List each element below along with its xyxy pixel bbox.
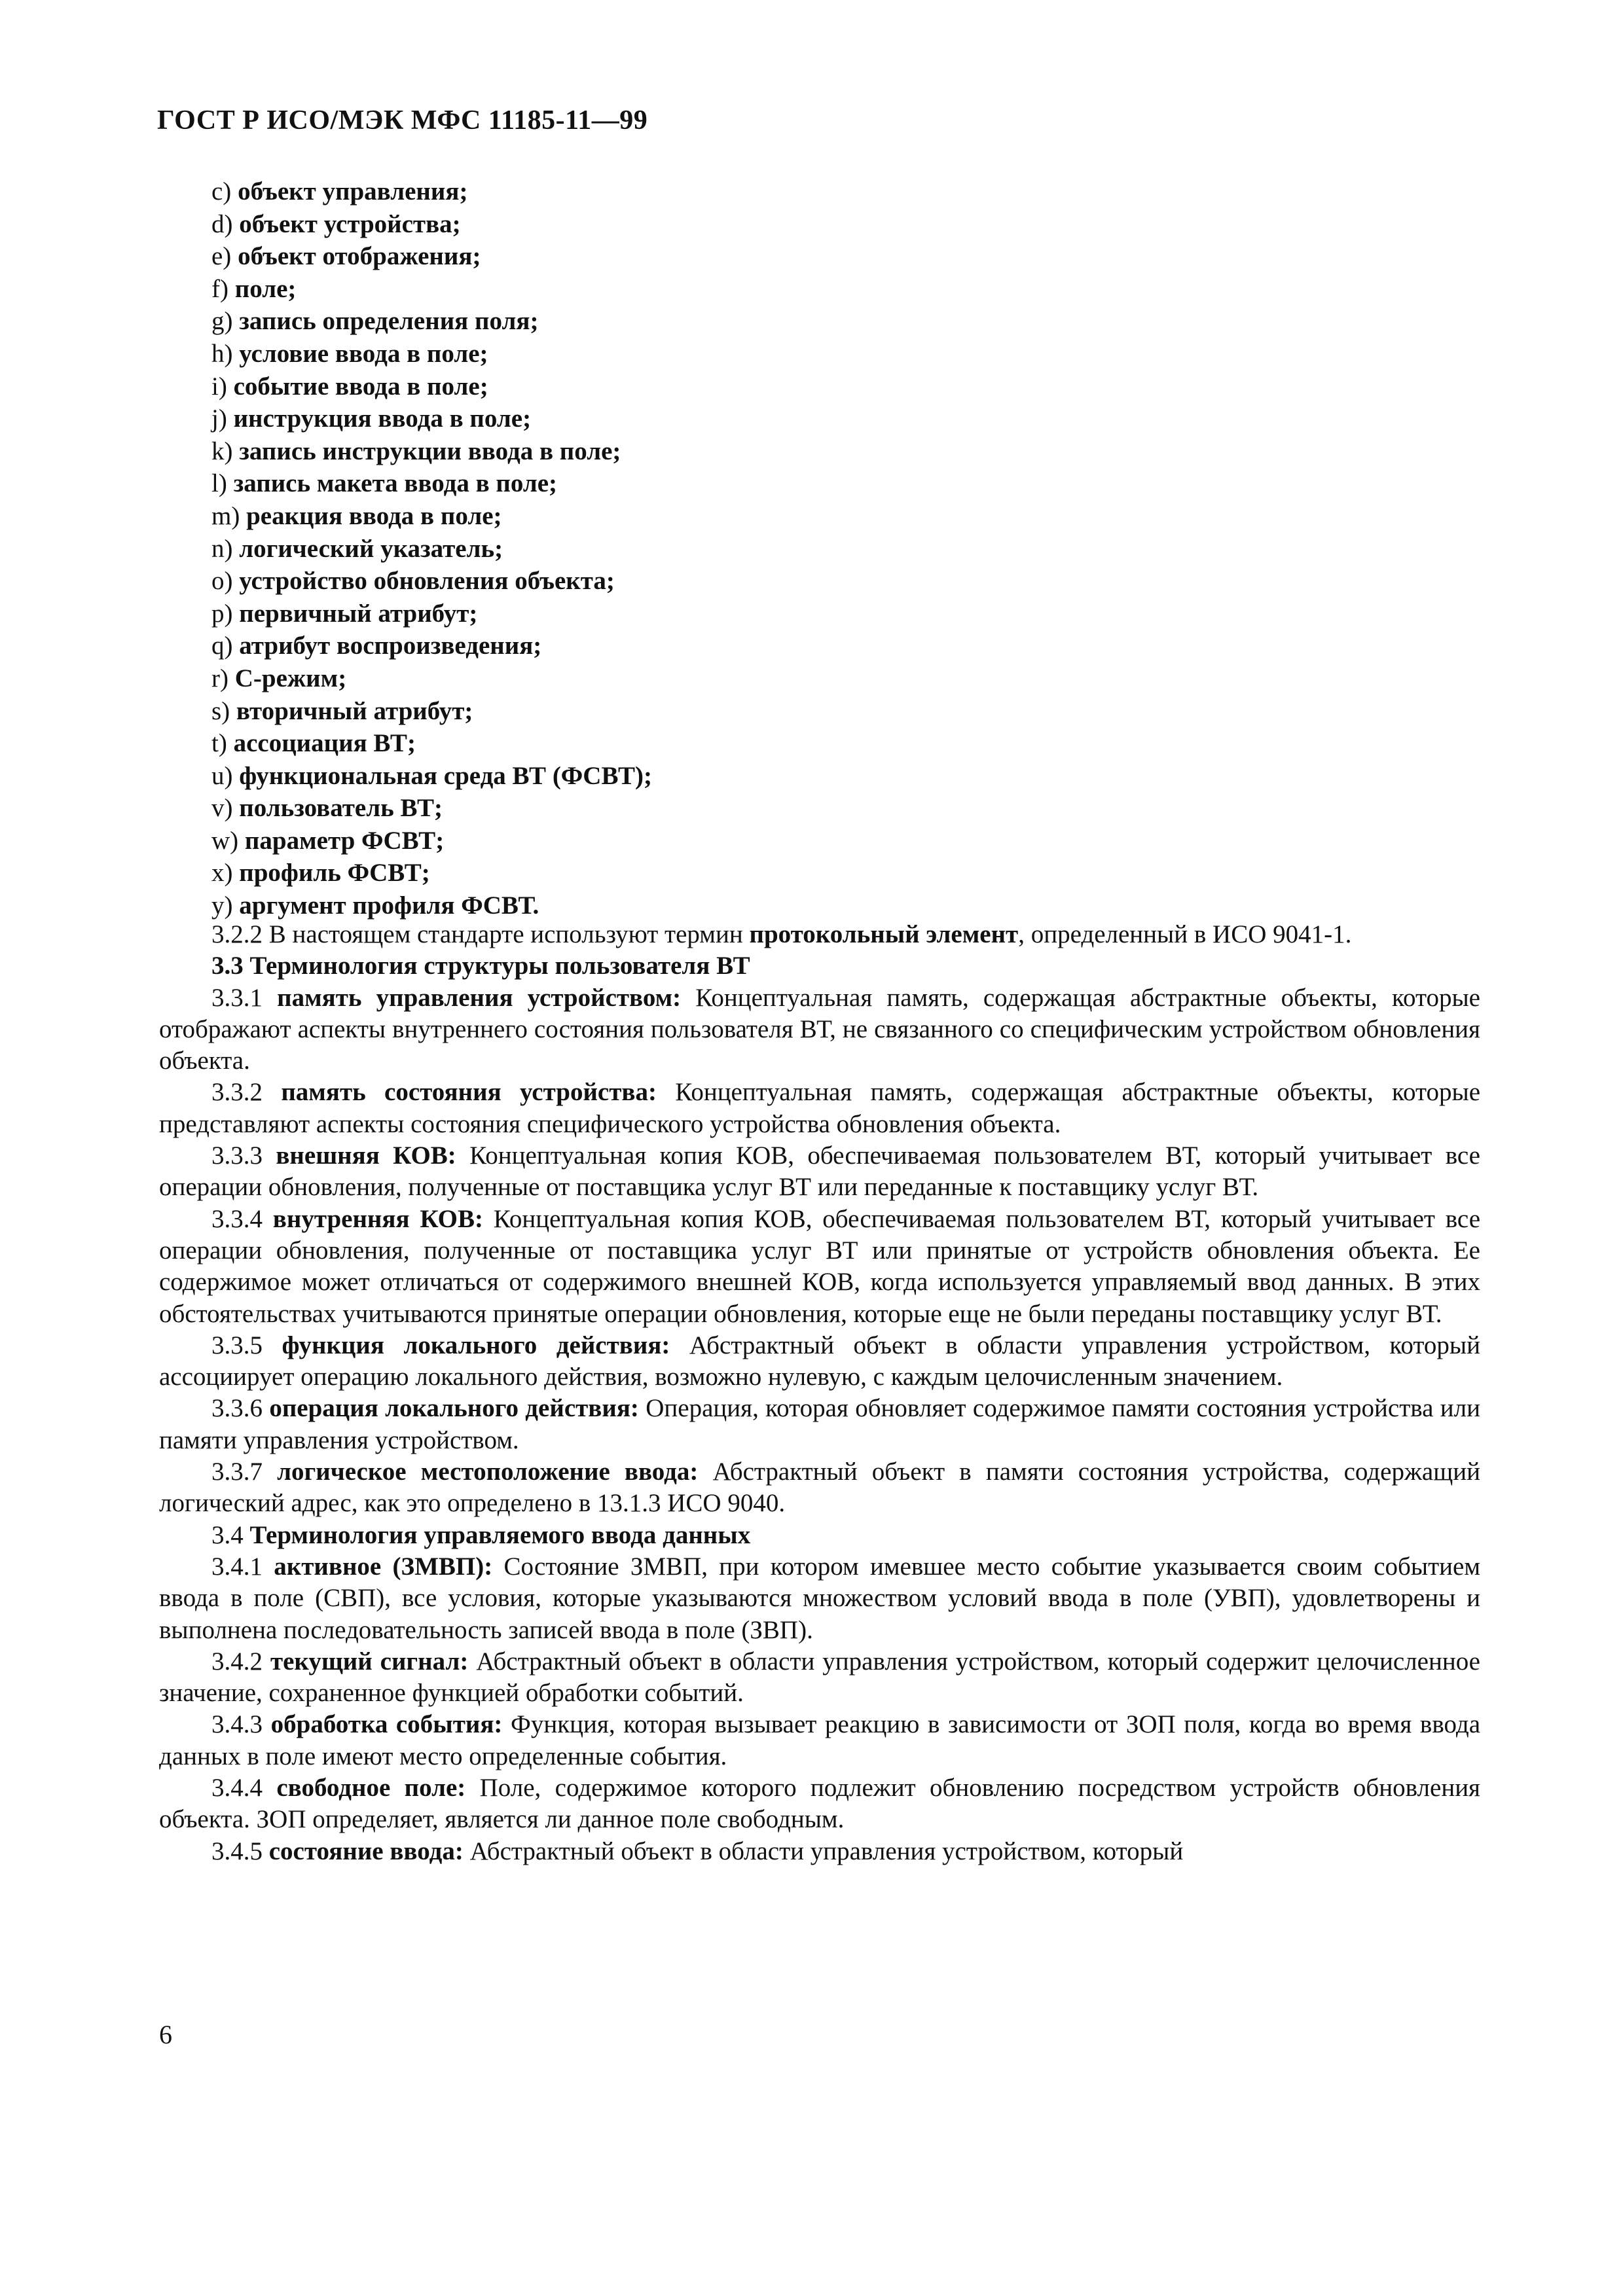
list-item-term: аргумент профиля ФСВТ.	[239, 891, 539, 920]
list-item-marker: l)	[211, 469, 227, 498]
list-item	[211, 175, 1521, 208]
list-item-term: устройство обновления объекта;	[239, 567, 615, 596]
definition-text: Абстрактный объект в памяти состояния устройства, содержащий логический адрес, как это определено в 13.1.3 ИСО 9040.	[159, 1458, 1480, 1518]
list-item-marker: w)	[211, 826, 239, 855]
clause-number: 3.4.2	[211, 1647, 263, 1676]
defined-term: состояние ввода:	[268, 1837, 464, 1865]
clause-number: 3.3.1	[211, 983, 263, 1012]
defined-term: протокольный элемент	[749, 920, 1019, 948]
page-number: 6	[159, 2020, 172, 2049]
list-item-term: реакция ввода в поле;	[246, 501, 502, 530]
defined-term: активное (ЗМВП):	[274, 1552, 493, 1581]
list-item	[211, 857, 1521, 889]
definition-paragraph	[159, 1836, 1480, 1867]
list-item	[211, 630, 1521, 662]
clause-number: 3.3.7	[211, 1458, 263, 1486]
definition-text: Концептуальная копия КОВ, обеспечиваемая пользователем ВТ, который учитывает все операции обновления, полученные от поставщика услуг ВТ или принятые от устройств обновления объекта. Ее содержимое может отличаться от содержимого внешней КОВ, когда используется управляемый ввод данных. В этих обстоятельствах учитываются принятые операции обновления, которые еще не были переданы поставщику услуг ВТ.	[159, 1204, 1481, 1328]
definition-paragraph	[159, 1646, 1480, 1710]
list-item-term: запись определения поля;	[239, 307, 539, 336]
document-header: ГОСТ Р ИСО/МЭК МФС 11185-11—99	[157, 105, 648, 135]
definition-paragraph	[159, 1204, 1480, 1330]
list-item-marker: h)	[211, 339, 233, 368]
definition-text: Функция, которая вызывает реакцию в зависимости от ЗОП поля, когда во время ввода данных в поле имеют место определенные события.	[159, 1710, 1481, 1770]
definition-paragraph	[159, 1077, 1480, 1140]
definition-paragraph	[159, 1140, 1480, 1204]
list-item-term: атрибут воспроизведения;	[239, 632, 542, 660]
definition-text: Концептуальная копия КОВ, обеспечиваемая пользователем ВТ, который учитывает все операции обновления, полученные от поставщика услуг ВТ или переданные к поставщику услуг ВТ.	[159, 1141, 1480, 1202]
list-item-marker: d)	[211, 209, 233, 238]
list-item-marker: t)	[211, 729, 227, 758]
definition-paragraph	[159, 1709, 1480, 1772]
list-item	[211, 533, 1521, 565]
clause-number: 3.4.4	[211, 1774, 263, 1803]
list-item	[211, 240, 1521, 273]
clause-number: 3.4.3	[211, 1710, 263, 1739]
section-heading	[159, 1520, 1480, 1551]
list-item	[211, 565, 1521, 598]
list-item-term: поле;	[234, 274, 297, 303]
list-item	[211, 435, 1521, 468]
list-item	[211, 695, 1521, 728]
definition-text: , определенный в ИСО 9041-1.	[1018, 920, 1352, 948]
list-item	[211, 760, 1521, 793]
list-item-term: условие ввода в поле;	[239, 339, 488, 368]
list-item-term: объект устройства;	[239, 209, 461, 238]
defined-term: логическое местоположение ввода:	[277, 1458, 699, 1486]
list-item-marker: n)	[211, 534, 233, 563]
list-item-marker: r)	[211, 664, 228, 692]
list-item-term: запись инструкции ввода в поле;	[239, 437, 621, 465]
definition-text: Операция, которая обновляет содержимое памяти состояния устройства или памяти управления устройством.	[159, 1394, 1480, 1454]
definition-text: Поле, содержимое которого подлежит обновлению посредством устройств обновления объекта. ЗОП определяет, является ли данное поле свободным.	[159, 1774, 1481, 1834]
list-item	[211, 403, 1521, 435]
definition-paragraph	[159, 919, 1480, 950]
section-heading-text: 3.3 Терминология структуры пользователя ВТ	[211, 952, 750, 980]
defined-term: свободное поле:	[276, 1774, 466, 1803]
list-item-marker: p)	[211, 599, 233, 628]
list-item-term: объект управления;	[238, 177, 468, 206]
paragraph-lead-text: В настоящем стандарте используют термин	[268, 920, 750, 948]
definition-text: Концептуальная память, содержащая абстрактные объекты, которые отображают аспекты внутреннего состояния пользователя ВТ, не связанного со специфическим устройством обновления объекта.	[159, 983, 1480, 1075]
clause-number: 3.4.1	[211, 1552, 263, 1581]
list-item-marker: q)	[211, 632, 233, 660]
section-heading	[159, 950, 1480, 982]
list-item	[211, 825, 1521, 857]
list-item-term: С-режим;	[234, 664, 347, 692]
definition-paragraph	[159, 1330, 1480, 1393]
list-item	[211, 889, 1521, 922]
definition-paragraph	[159, 1393, 1480, 1456]
list-item	[211, 467, 1521, 500]
list-item-marker: g)	[211, 307, 233, 336]
list-item-term: первичный атрибут;	[239, 599, 478, 628]
list-item-term: параметр ФСВТ;	[244, 826, 445, 855]
list-item-term: вторичный атрибут;	[236, 696, 473, 725]
list-item-term: запись макета ввода в поле;	[233, 469, 558, 498]
list-item	[211, 727, 1521, 760]
list-item-marker: s)	[211, 696, 230, 725]
list-item	[211, 662, 1521, 695]
defined-term: операция локального действия:	[269, 1394, 639, 1423]
list-item-marker: x)	[211, 859, 233, 888]
list-item-term: объект отображения;	[238, 242, 481, 271]
definition-text: Абстрактный объект в области управления устройством, который ассоциирует операцию локального действия, возможно нулевую, с каждым целочисленным значением.	[159, 1331, 1480, 1391]
clause-number: 3.3.5	[211, 1331, 263, 1359]
list-item-marker: e)	[211, 242, 232, 271]
defined-term: внутренняя КОВ:	[272, 1204, 484, 1233]
defined-term: функция локального действия:	[282, 1331, 670, 1359]
clause-number: 3.3.2	[211, 1078, 263, 1107]
list-item-marker: o)	[211, 567, 233, 596]
clause-number: 3.3.4	[211, 1204, 263, 1233]
defined-term: память состояния устройства:	[281, 1078, 657, 1107]
list-item-term: функциональная среда ВТ (ФСВТ);	[239, 761, 652, 790]
term-list	[211, 175, 1521, 922]
list-item-marker: y)	[211, 891, 233, 920]
list-item-marker: i)	[211, 372, 227, 401]
clause-number: 3.4.5	[211, 1837, 263, 1865]
list-item-term: логический указатель;	[239, 534, 503, 563]
list-item-marker: v)	[211, 794, 233, 823]
list-item-marker: m)	[211, 501, 240, 530]
clause-number: 3.3.3	[211, 1141, 263, 1170]
list-item-term: ассоциация ВТ;	[233, 729, 416, 758]
document-body	[159, 919, 1480, 1867]
defined-term: обработка события:	[270, 1710, 503, 1739]
definition-paragraph	[159, 1456, 1480, 1520]
list-item	[211, 370, 1521, 403]
list-item-marker: c)	[211, 177, 232, 206]
list-item-marker: u)	[211, 761, 233, 790]
list-item-term: инструкция ввода в поле;	[233, 404, 532, 433]
list-item	[211, 500, 1521, 533]
clause-number: 3.2.2	[211, 920, 263, 948]
list-item	[211, 338, 1521, 370]
defined-term: текущий сигнал:	[270, 1647, 469, 1676]
list-item	[211, 792, 1521, 825]
list-item	[211, 305, 1521, 338]
clause-number: 3.4	[211, 1520, 244, 1549]
list-item-term: профиль ФСВТ;	[239, 859, 430, 888]
list-item-term: событие ввода в поле;	[233, 372, 488, 401]
list-item	[211, 598, 1521, 630]
list-item-marker: f)	[211, 274, 228, 303]
defined-term: память управления устройством:	[277, 983, 682, 1012]
definition-text: Абстрактный объект в области управления устройством, который содержит целочисленное значение, сохраненное функцией обработки событий.	[159, 1647, 1480, 1708]
list-item-term: пользователь ВТ;	[239, 794, 443, 823]
list-item-marker: j)	[211, 404, 227, 433]
section-heading-text: Терминология управляемого ввода данных	[249, 1520, 751, 1549]
definition-text: Состояние ЗМВП, при котором имевшее место событие указывается своим событием ввода в поле (СВП), все условия, которые указываются множеством условий ввода в поле (УВП), удовлетворены и выполнена последовательность записей ввода в поле (ЗВП).	[159, 1552, 1480, 1644]
definition-text: Абстрактный объект в области управления устройством, который	[463, 1837, 1184, 1865]
definition-paragraph	[159, 982, 1480, 1077]
definition-paragraph	[159, 1551, 1480, 1646]
definition-text: Концептуальная память, содержащая абстрактные объекты, которые представляют аспекты состояния специфического устройства обновления объекта.	[159, 1078, 1481, 1138]
list-item	[211, 273, 1521, 306]
list-item	[211, 208, 1521, 241]
definition-paragraph	[159, 1772, 1480, 1836]
clause-number: 3.3.6	[211, 1394, 263, 1423]
list-item-marker: k)	[211, 437, 233, 465]
defined-term: внешняя КОВ:	[276, 1141, 456, 1170]
